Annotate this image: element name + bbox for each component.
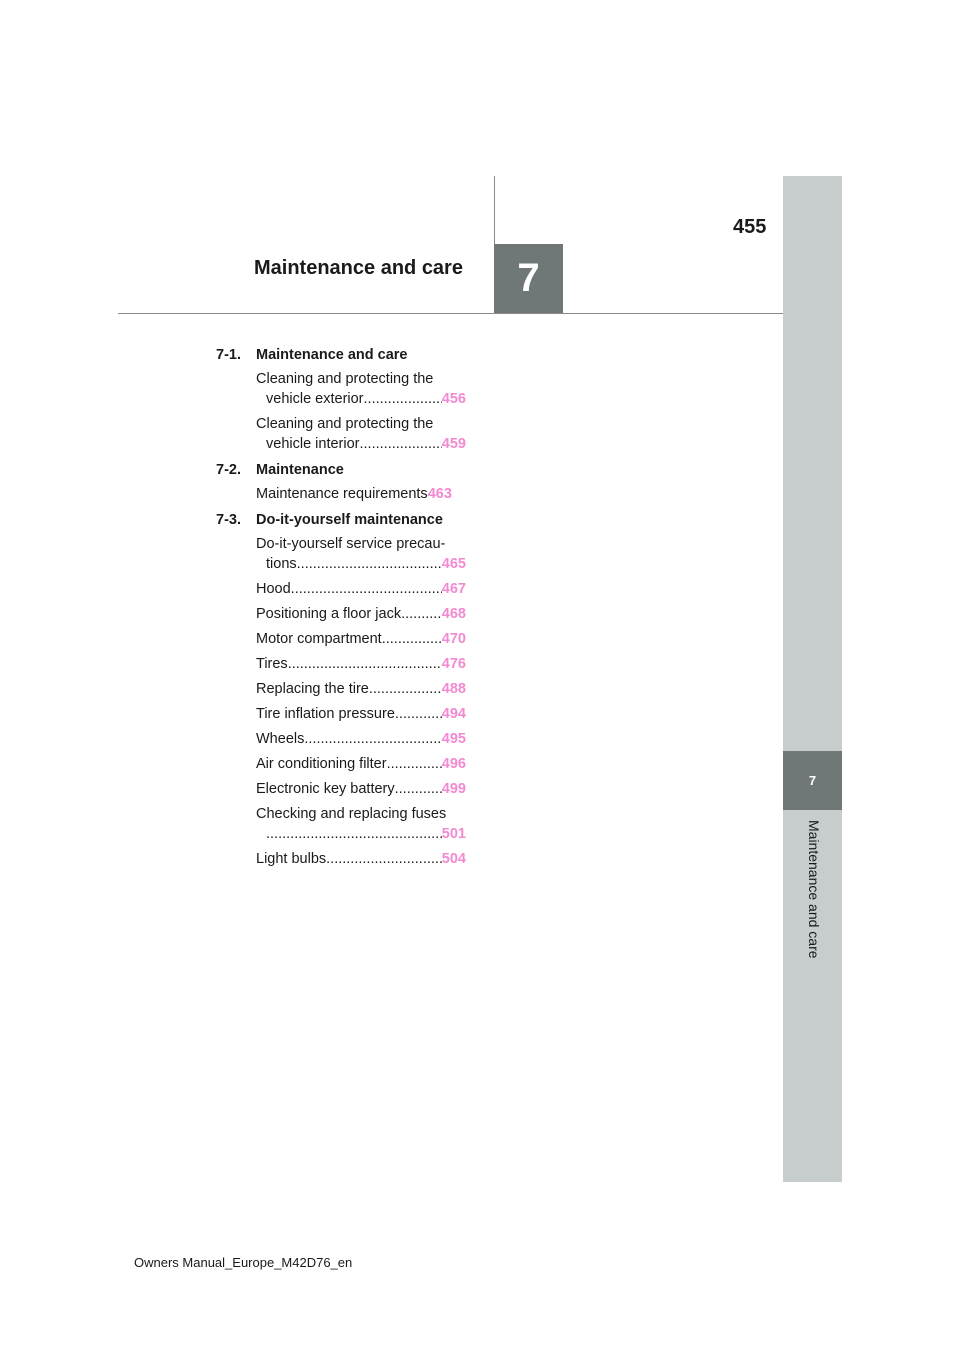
toc-section-7-2: [216, 459, 476, 484]
toc-entry-text: Tires: [256, 656, 288, 672]
section-title: Maintenance and care: [256, 347, 408, 363]
leader-dots: [266, 824, 442, 844]
toc-entry-text: Cleaning and protecting the: [256, 371, 434, 387]
side-tab-label-text: Maintenance and care: [806, 820, 822, 959]
side-tab-label: [783, 820, 842, 980]
toc-page-link[interactable]: 459: [441, 436, 466, 452]
toc-entry[interactable]: [256, 754, 466, 779]
table-of-contents: [216, 344, 476, 874]
toc-entry[interactable]: [256, 849, 466, 874]
leader-dots: [369, 679, 442, 699]
leader-dots: [395, 704, 442, 724]
section-number: 7-2.: [216, 462, 241, 478]
toc-entry-text: Electronic key battery: [256, 781, 395, 797]
toc-page-link[interactable]: 504: [441, 851, 466, 867]
toc-entry[interactable]: [256, 679, 466, 704]
toc-entry-text: Tire inflation pressure: [256, 706, 395, 722]
chapter-number-box: 7: [494, 244, 563, 313]
leader-dots: [401, 604, 442, 624]
leader-dots: [382, 629, 442, 649]
toc-page-link[interactable]: 468: [441, 606, 466, 622]
toc-page-link[interactable]: 465: [441, 556, 466, 572]
toc-entry[interactable]: [256, 779, 466, 804]
toc-entry-text: Air conditioning filter: [256, 756, 387, 772]
toc-page-link[interactable]: 501: [441, 826, 466, 842]
toc-section-7-1: [216, 344, 476, 369]
section-title: Maintenance: [256, 462, 344, 478]
toc-entry[interactable]: [256, 579, 466, 604]
toc-entry-text: tions: [266, 556, 297, 572]
chapter-title: Maintenance and care: [254, 257, 463, 279]
footer-document-id: Owners Manual_Europe_M42D76_en: [134, 1255, 353, 1270]
toc-page-link[interactable]: 476: [441, 656, 466, 672]
toc-entry-text: Positioning a floor jack: [256, 606, 402, 622]
toc-entry-text: Maintenance requirements: [256, 486, 428, 502]
leader-dots: [291, 579, 442, 599]
leader-dots: [364, 389, 442, 409]
toc-entry-text: Checking and replacing fuses: [256, 806, 447, 822]
page-number: 455: [733, 216, 767, 238]
leader-dots: [326, 849, 442, 869]
toc-page-link[interactable]: 499: [441, 781, 466, 797]
toc-entry-text: vehicle exterior: [266, 391, 364, 407]
toc-entry[interactable]: [256, 604, 466, 629]
side-tab-chapter-number[interactable]: 7: [783, 751, 842, 810]
leader-dots: [288, 654, 442, 674]
toc-entry[interactable]: [256, 369, 466, 414]
toc-entry-text: Do-it-yourself service precau-: [256, 536, 446, 552]
section-number: 7-1.: [216, 347, 241, 363]
toc-page-link[interactable]: 463: [427, 486, 452, 502]
toc-entry[interactable]: [256, 654, 466, 679]
toc-page-link[interactable]: 494: [441, 706, 466, 722]
leader-dots: [360, 434, 442, 454]
toc-page-link[interactable]: 467: [441, 581, 466, 597]
toc-page-link[interactable]: 456: [441, 391, 466, 407]
toc-section-7-3: [216, 509, 476, 534]
toc-page-link[interactable]: 496: [441, 756, 466, 772]
toc-page-link[interactable]: 495: [441, 731, 466, 747]
toc-entry[interactable]: [256, 414, 466, 459]
toc-entry[interactable]: [256, 629, 466, 654]
toc-entry[interactable]: [256, 729, 466, 754]
toc-entry-text: vehicle interior: [266, 436, 360, 452]
section-title: Do-it-yourself maintenance: [256, 512, 443, 528]
toc-entry-text: Replacing the tire: [256, 681, 369, 697]
toc-entry-text: Motor compartment: [256, 631, 382, 647]
toc-entry[interactable]: [256, 804, 466, 849]
side-tab-bar: [783, 176, 842, 1182]
toc-entry-text: Light bulbs: [256, 851, 327, 867]
header-vertical-rule: [494, 176, 495, 244]
toc-page-link[interactable]: 488: [441, 681, 466, 697]
toc-entry[interactable]: [256, 534, 466, 579]
section-number: 7-3.: [216, 512, 241, 528]
toc-entry[interactable]: [256, 704, 466, 729]
toc-page-link[interactable]: 470: [441, 631, 466, 647]
header-horizontal-rule: [118, 313, 783, 314]
leader-dots: [304, 729, 441, 749]
toc-entry[interactable]: [256, 484, 466, 509]
toc-entry-text: Hood: [256, 581, 291, 597]
toc-entry-text: Wheels: [256, 731, 305, 747]
toc-entry-text: Cleaning and protecting the: [256, 416, 434, 432]
leader-dots: [395, 779, 442, 799]
leader-dots: [387, 754, 442, 774]
leader-dots: [297, 554, 442, 574]
